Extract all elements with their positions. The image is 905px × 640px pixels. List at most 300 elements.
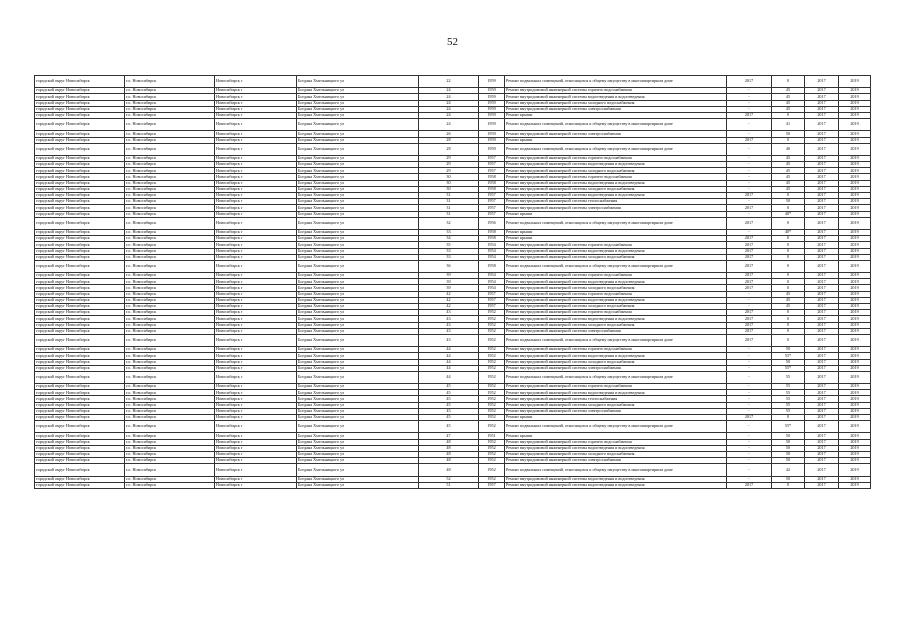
cell-plan-year: 2017 <box>727 254 772 260</box>
cell-period-start: 2017 <box>805 285 839 291</box>
cell-plan-year: 2017 <box>727 217 772 229</box>
cell-house-number: 24 <box>419 94 479 100</box>
table-row <box>35 482 871 488</box>
cell-municipality: городской округ Новосибирск <box>35 106 125 112</box>
cell-house-number: 35 <box>419 242 479 248</box>
cell-work-type: Ремонт внутридомовой инженерной системы электроснабжения <box>505 106 727 112</box>
cell-work-type: Ремонт внутридомовой инженерной системы горячего водоснабжения <box>505 291 727 297</box>
cell-plan-year: - <box>727 174 772 180</box>
cell-period-start: 2017 <box>805 205 839 211</box>
cell-work-type: Ремонт внутридомовой инженерной системы горячего водоснабжения <box>505 88 727 94</box>
cell-city: Новосибирск г <box>215 464 297 476</box>
cell-deterioration: 50 <box>772 445 805 451</box>
cell-deterioration: 0 <box>772 316 805 322</box>
cell-house-number: 45 <box>419 402 479 408</box>
cell-build-year: 1952 <box>479 365 505 371</box>
cell-city: Новосибирск г <box>215 193 297 199</box>
cell-period-start: 2017 <box>805 168 839 174</box>
cell-district: г.о. Новосибирск <box>125 193 215 199</box>
cell-work-type: Ремонт подвальных помещений, относящихся к общему имуществу в многоквартирном доме <box>505 464 727 476</box>
cell-plan-year: - <box>727 421 772 433</box>
cell-city: Новосибирск г <box>215 396 297 402</box>
cell-deterioration: 50 <box>772 476 805 482</box>
cell-street: Богдана Хмельницкого ул <box>297 365 419 371</box>
cell-house-number: 31 <box>419 205 479 211</box>
cell-district: г.о. Новосибирск <box>125 112 215 118</box>
cell-municipality: городской округ Новосибирск <box>35 180 125 186</box>
table-row <box>35 76 871 88</box>
cell-plan-year: - <box>727 106 772 112</box>
cell-plan-year: 2017 <box>727 316 772 322</box>
cell-plan-year: - <box>727 365 772 371</box>
cell-work-type: Ремонт внутридомовой инженерной системы водоотведения и водоотведения <box>505 162 727 168</box>
cell-deterioration: 0 <box>772 217 805 229</box>
cell-plan-year: - <box>727 433 772 439</box>
cell-municipality: городской округ Новосибирск <box>35 131 125 137</box>
cell-period-end: 2019 <box>839 464 871 476</box>
cell-deterioration: 55* <box>772 421 805 433</box>
table-row <box>35 371 871 383</box>
cell-district: г.о. Новосибирск <box>125 334 215 346</box>
cell-work-type: Ремонт внутридомовой инженерной системы горячего водоснабжения <box>505 155 727 161</box>
cell-house-number: 43 <box>419 316 479 322</box>
cell-street: Богдана Хмельницкого ул <box>297 433 419 439</box>
cell-period-end: 2019 <box>839 143 871 155</box>
cell-period-end: 2019 <box>839 205 871 211</box>
cell-street: Богдана Хмельницкого ул <box>297 199 419 205</box>
cell-period-start: 2017 <box>805 119 839 131</box>
cell-period-start: 2017 <box>805 211 839 217</box>
cell-period-end: 2019 <box>839 334 871 346</box>
cell-city: Новосибирск г <box>215 439 297 445</box>
cell-city: Новосибирск г <box>215 451 297 457</box>
cell-period-end: 2019 <box>839 310 871 316</box>
cell-period-end: 2019 <box>839 371 871 383</box>
cell-city: Новосибирск г <box>215 106 297 112</box>
cell-municipality: городской округ Новосибирск <box>35 476 125 482</box>
cell-street: Богдана Хмельницкого ул <box>297 421 419 433</box>
cell-build-year: 1958 <box>479 186 505 192</box>
cell-deterioration: 50 <box>772 199 805 205</box>
cell-period-start: 2017 <box>805 106 839 112</box>
cell-municipality: городской округ Новосибирск <box>35 482 125 488</box>
cell-period-end: 2019 <box>839 162 871 168</box>
cell-build-year: 1957 <box>479 482 505 488</box>
cell-period-start: 2017 <box>805 131 839 137</box>
cell-house-number: 44 <box>419 359 479 365</box>
cell-period-end: 2019 <box>839 365 871 371</box>
cell-municipality: городской округ Новосибирск <box>35 439 125 445</box>
cell-deterioration: 50 <box>772 451 805 457</box>
cell-work-type: Ремонт внутридомовой инженерной системы водоотведения и водоотведения <box>505 316 727 322</box>
cell-period-end: 2019 <box>839 451 871 457</box>
cell-plan-year: - <box>727 439 772 445</box>
cell-municipality: городской округ Новосибирск <box>35 112 125 118</box>
cell-municipality: городской округ Новосибирск <box>35 100 125 106</box>
cell-house-number: 30 <box>419 174 479 180</box>
cell-build-year: 1952 <box>479 347 505 353</box>
cell-municipality: городской округ Новосибирск <box>35 76 125 88</box>
cell-house-number: 33 <box>419 254 479 260</box>
cell-deterioration: 55 <box>772 390 805 396</box>
cell-municipality: городской округ Новосибирск <box>35 242 125 248</box>
cell-plan-year: 2017 <box>727 193 772 199</box>
cell-city: Новосибирск г <box>215 353 297 359</box>
cell-street: Богдана Хмельницкого ул <box>297 396 419 402</box>
cell-deterioration: 40 <box>772 143 805 155</box>
cell-district: г.о. Новосибирск <box>125 205 215 211</box>
cell-municipality: городской округ Новосибирск <box>35 464 125 476</box>
cell-work-type: Ремонт внутридомовой инженерной системы холодного водоснабжения <box>505 359 727 365</box>
cell-house-number: 30 <box>419 180 479 186</box>
cell-deterioration: 42 <box>772 464 805 476</box>
cell-plan-year: 2017 <box>727 242 772 248</box>
cell-period-end: 2019 <box>839 439 871 445</box>
cell-period-end: 2019 <box>839 304 871 310</box>
cell-deterioration: 55 <box>772 402 805 408</box>
cell-district: г.о. Новосибирск <box>125 119 215 131</box>
cell-plan-year: 2017 <box>727 205 772 211</box>
cell-deterioration: 0 <box>772 273 805 279</box>
cell-build-year: 1958 <box>479 229 505 235</box>
cell-plan-year: - <box>727 180 772 186</box>
cell-street: Богдана Хмельницкого ул <box>297 353 419 359</box>
cell-city: Новосибирск г <box>215 297 297 303</box>
cell-build-year: 1952 <box>479 316 505 322</box>
cell-period-end: 2019 <box>839 260 871 272</box>
cell-municipality: городской округ Новосибирск <box>35 359 125 365</box>
cell-city: Новосибирск г <box>215 155 297 161</box>
cell-street: Богдана Хмельницкого ул <box>297 155 419 161</box>
cell-plan-year: - <box>727 396 772 402</box>
cell-plan-year: - <box>727 143 772 155</box>
cell-deterioration: 41 <box>772 119 805 131</box>
cell-street: Богдана Хмельницкого ул <box>297 88 419 94</box>
cell-plan-year: 2017 <box>727 482 772 488</box>
cell-build-year: 1959 <box>479 100 505 106</box>
cell-deterioration: 0 <box>772 242 805 248</box>
cell-district: г.о. Новосибирск <box>125 359 215 365</box>
cell-work-type: Ремонт подвальных помещений, относящихся к общему имуществу в многоквартирном доме <box>505 217 727 229</box>
cell-build-year: 1952 <box>479 402 505 408</box>
cell-city: Новосибирск г <box>215 415 297 421</box>
cell-city: Новосибирск г <box>215 421 297 433</box>
cell-deterioration: 55 <box>772 396 805 402</box>
cell-house-number: 44 <box>419 365 479 371</box>
cell-municipality: городской округ Новосибирск <box>35 155 125 161</box>
cell-district: г.о. Новосибирск <box>125 464 215 476</box>
cell-deterioration: 45 <box>772 186 805 192</box>
cell-work-type: Ремонт внутридомовой инженерной системы горячего водоснабжения <box>505 174 727 180</box>
cell-municipality: городской округ Новосибирск <box>35 384 125 390</box>
cell-house-number: 22 <box>419 76 479 88</box>
cell-municipality: городской округ Новосибирск <box>35 205 125 211</box>
cell-street: Богдана Хмельницкого ул <box>297 131 419 137</box>
cell-municipality: городской округ Новосибирск <box>35 408 125 414</box>
cell-deterioration: 45 <box>772 291 805 297</box>
table-row <box>35 464 871 476</box>
cell-house-number: 44 <box>419 353 479 359</box>
cell-plan-year: - <box>727 476 772 482</box>
cell-street: Богдана Хмельницкого ул <box>297 236 419 242</box>
cell-house-number: 42 <box>419 291 479 297</box>
cell-period-end: 2019 <box>839 199 871 205</box>
cell-period-end: 2019 <box>839 236 871 242</box>
cell-period-start: 2017 <box>805 174 839 180</box>
cell-deterioration: 45 <box>772 88 805 94</box>
cell-period-end: 2019 <box>839 168 871 174</box>
cell-period-start: 2017 <box>805 451 839 457</box>
cell-house-number: 45 <box>419 415 479 421</box>
cell-build-year: 1952 <box>479 415 505 421</box>
cell-municipality: городской округ Новосибирск <box>35 186 125 192</box>
cell-period-end: 2019 <box>839 433 871 439</box>
cell-house-number: 31 <box>419 193 479 199</box>
cell-work-type: Ремонт внутридомовой инженерной системы теплоснабжения <box>505 199 727 205</box>
cell-build-year: 1951 <box>479 433 505 439</box>
cell-period-end: 2019 <box>839 112 871 118</box>
cell-build-year: 1958 <box>479 174 505 180</box>
cell-plan-year: - <box>727 464 772 476</box>
cell-house-number: 31 <box>419 199 479 205</box>
cell-period-end: 2019 <box>839 229 871 235</box>
cell-municipality: городской округ Новосибирск <box>35 328 125 334</box>
cell-street: Богдана Хмельницкого ул <box>297 390 419 396</box>
cell-period-start: 2017 <box>805 396 839 402</box>
cell-period-start: 2017 <box>805 439 839 445</box>
cell-street: Богдана Хмельницкого ул <box>297 229 419 235</box>
cell-period-end: 2019 <box>839 100 871 106</box>
cell-district: г.о. Новосибирск <box>125 236 215 242</box>
cell-period-start: 2017 <box>805 279 839 285</box>
cell-deterioration: 40* <box>772 211 805 217</box>
cell-period-end: 2019 <box>839 186 871 192</box>
cell-district: г.о. Новосибирск <box>125 94 215 100</box>
cell-municipality: городской округ Новосибирск <box>35 421 125 433</box>
cell-build-year: 1957 <box>479 168 505 174</box>
cell-period-end: 2019 <box>839 106 871 112</box>
cell-deterioration: 50 <box>772 458 805 464</box>
cell-work-type: Ремонт внутридомовой инженерной системы электроснабжения <box>505 365 727 371</box>
cell-municipality: городской округ Новосибирск <box>35 458 125 464</box>
cell-deterioration: 45 <box>772 155 805 161</box>
cell-house-number: 43 <box>419 328 479 334</box>
cell-street: Богдана Хмельницкого ул <box>297 371 419 383</box>
cell-house-number: 24 <box>419 88 479 94</box>
cell-build-year: 1959 <box>479 143 505 155</box>
cell-period-start: 2017 <box>805 328 839 334</box>
cell-district: г.о. Новосибирск <box>125 242 215 248</box>
cell-build-year: 1952 <box>479 371 505 383</box>
cell-district: г.о. Новосибирск <box>125 347 215 353</box>
cell-plan-year: - <box>727 353 772 359</box>
cell-deterioration: 0 <box>772 76 805 88</box>
cell-city: Новосибирск г <box>215 112 297 118</box>
cell-plan-year: - <box>727 186 772 192</box>
cell-period-start: 2017 <box>805 359 839 365</box>
cell-district: г.о. Новосибирск <box>125 310 215 316</box>
cell-street: Богдана Хмельницкого ул <box>297 408 419 414</box>
cell-deterioration: 50 <box>772 359 805 365</box>
cell-street: Богдана Хмельницкого ул <box>297 94 419 100</box>
cell-district: г.о. Новосибирск <box>125 396 215 402</box>
cell-work-type: Ремонт внутридомовой инженерной системы водоотведения и водоотведения <box>505 279 727 285</box>
cell-municipality: городской округ Новосибирск <box>35 137 125 143</box>
cell-work-type: Ремонт крыши <box>505 211 727 217</box>
cell-city: Новосибирск г <box>215 310 297 316</box>
table-row <box>35 260 871 272</box>
cell-street: Богдана Хмельницкого ул <box>297 112 419 118</box>
cell-district: г.о. Новосибирск <box>125 217 215 229</box>
cell-period-end: 2019 <box>839 285 871 291</box>
cell-city: Новосибирск г <box>215 205 297 211</box>
table-row <box>35 334 871 346</box>
cell-plan-year: - <box>727 402 772 408</box>
cell-municipality: городской округ Новосибирск <box>35 285 125 291</box>
cell-district: г.о. Новосибирск <box>125 76 215 88</box>
cell-city: Новосибирск г <box>215 137 297 143</box>
cell-street: Богдана Хмельницкого ул <box>297 347 419 353</box>
cell-district: г.о. Новосибирск <box>125 328 215 334</box>
cell-period-start: 2017 <box>805 291 839 297</box>
cell-period-end: 2019 <box>839 174 871 180</box>
cell-city: Новосибирск г <box>215 273 297 279</box>
cell-street: Богдана Хмельницкого ул <box>297 76 419 88</box>
cell-street: Богдана Хмельницкого ул <box>297 100 419 106</box>
cell-work-type: Ремонт внутридомовой инженерной системы горячего водоснабжения <box>505 310 727 316</box>
cell-district: г.о. Новосибирск <box>125 482 215 488</box>
cell-build-year: 1954 <box>479 248 505 254</box>
cell-deterioration: 55 <box>772 371 805 383</box>
cell-city: Новосибирск г <box>215 211 297 217</box>
cell-period-start: 2017 <box>805 365 839 371</box>
cell-house-number: 48 <box>419 451 479 457</box>
cell-municipality: городской округ Новосибирск <box>35 451 125 457</box>
cell-city: Новосибирск г <box>215 347 297 353</box>
cell-period-end: 2019 <box>839 180 871 186</box>
cell-house-number: 39 <box>419 273 479 279</box>
cell-period-end: 2019 <box>839 359 871 365</box>
cell-plan-year: 2017 <box>727 248 772 254</box>
cell-street: Богдана Хмельницкого ул <box>297 384 419 390</box>
cell-period-end: 2019 <box>839 408 871 414</box>
cell-district: г.о. Новосибирск <box>125 106 215 112</box>
cell-municipality: городской округ Новосибирск <box>35 119 125 131</box>
cell-municipality: городской округ Новосибирск <box>35 254 125 260</box>
cell-street: Богдана Хмельницкого ул <box>297 143 419 155</box>
cell-plan-year: - <box>727 94 772 100</box>
cell-district: г.о. Новосибирск <box>125 304 215 310</box>
cell-street: Богдана Хмельницкого ул <box>297 137 419 143</box>
cell-deterioration: 0 <box>772 334 805 346</box>
cell-plan-year: - <box>727 162 772 168</box>
cell-period-start: 2017 <box>805 88 839 94</box>
cell-house-number: 48 <box>419 464 479 476</box>
cell-district: г.о. Новосибирск <box>125 365 215 371</box>
cell-work-type: Ремонт внутридомовой инженерной системы холодного водоснабжения <box>505 100 727 106</box>
cell-city: Новосибирск г <box>215 88 297 94</box>
cell-period-end: 2019 <box>839 396 871 402</box>
cell-city: Новосибирск г <box>215 131 297 137</box>
cell-work-type: Ремонт внутридомовой инженерной системы горячего водоснабжения <box>505 242 727 248</box>
cell-work-type: Ремонт внутридомовой инженерной системы водоотведения и водоотведения <box>505 482 727 488</box>
cell-work-type: Ремонт внутридомовой инженерной системы холодного водоснабжения <box>505 402 727 408</box>
cell-period-start: 2017 <box>805 408 839 414</box>
cell-house-number: 45 <box>419 390 479 396</box>
cell-street: Богдана Хмельницкого ул <box>297 180 419 186</box>
cell-work-type: Ремонт внутридомовой инженерной системы водоотведения и водоотведения <box>505 193 727 199</box>
cell-house-number: 47 <box>419 433 479 439</box>
cell-period-start: 2017 <box>805 415 839 421</box>
cell-period-end: 2019 <box>839 353 871 359</box>
cell-work-type: Ремонт внутридомовой инженерной системы горячего водоснабжения <box>505 273 727 279</box>
cell-plan-year: - <box>727 119 772 131</box>
cell-work-type: Ремонт внутридомовой инженерной системы холодного водоснабжения <box>505 254 727 260</box>
cell-period-start: 2017 <box>805 76 839 88</box>
cell-period-end: 2019 <box>839 402 871 408</box>
table-row <box>35 119 871 131</box>
cell-district: г.о. Новосибирск <box>125 451 215 457</box>
cell-period-end: 2019 <box>839 279 871 285</box>
cell-period-end: 2019 <box>839 390 871 396</box>
cell-build-year: 1952 <box>479 458 505 464</box>
cell-house-number: 43 <box>419 334 479 346</box>
cell-house-number: 33 <box>419 229 479 235</box>
cell-street: Богдана Хмельницкого ул <box>297 162 419 168</box>
cell-district: г.о. Новосибирск <box>125 384 215 390</box>
cell-build-year: 1959 <box>479 94 505 100</box>
cell-work-type: Ремонт внутридомовой инженерной системы горячего водоснабжения <box>505 384 727 390</box>
cell-municipality: городской округ Новосибирск <box>35 415 125 421</box>
cell-plan-year: - <box>727 297 772 303</box>
cell-street: Богдана Хмельницкого ул <box>297 297 419 303</box>
cell-period-start: 2017 <box>805 476 839 482</box>
cell-deterioration: 0 <box>772 482 805 488</box>
cell-build-year: 1959 <box>479 88 505 94</box>
cell-plan-year: - <box>727 347 772 353</box>
cell-street: Богдана Хмельницкого ул <box>297 273 419 279</box>
cell-district: г.о. Новосибирск <box>125 180 215 186</box>
cell-period-end: 2019 <box>839 445 871 451</box>
cell-period-start: 2017 <box>805 236 839 242</box>
cell-work-type: Ремонт внутридомовой инженерной системы теплоснабжения <box>505 396 727 402</box>
cell-period-start: 2017 <box>805 384 839 390</box>
cell-work-type: Ремонт внутридомовой инженерной системы электроснабжения <box>505 408 727 414</box>
cell-build-year: 1952 <box>479 408 505 414</box>
cell-district: г.о. Новосибирск <box>125 445 215 451</box>
cell-plan-year: 2017 <box>727 279 772 285</box>
cell-work-type: Ремонт внутридомовой инженерной системы холодного водоснабжения <box>505 186 727 192</box>
cell-period-start: 2017 <box>805 143 839 155</box>
cell-period-end: 2019 <box>839 421 871 433</box>
cell-deterioration: 55* <box>772 365 805 371</box>
cell-city: Новосибирск г <box>215 94 297 100</box>
cell-city: Новосибирск г <box>215 217 297 229</box>
cell-build-year: 1952 <box>479 445 505 451</box>
cell-period-end: 2019 <box>839 211 871 217</box>
cell-work-type: Ремонт внутридомовой инженерной системы электроснабжения <box>505 458 727 464</box>
cell-house-number: 29 <box>419 155 479 161</box>
cell-period-start: 2017 <box>805 316 839 322</box>
cell-work-type: Ремонт подвальных помещений, относящихся к общему имуществу в многоквартирном доме <box>505 260 727 272</box>
cell-period-start: 2017 <box>805 421 839 433</box>
cell-period-start: 2017 <box>805 199 839 205</box>
cell-district: г.о. Новосибирск <box>125 131 215 137</box>
cell-municipality: городской округ Новосибирск <box>35 433 125 439</box>
cell-build-year: 1957 <box>479 304 505 310</box>
cell-street: Богдана Хмельницкого ул <box>297 304 419 310</box>
cell-plan-year: - <box>727 88 772 94</box>
